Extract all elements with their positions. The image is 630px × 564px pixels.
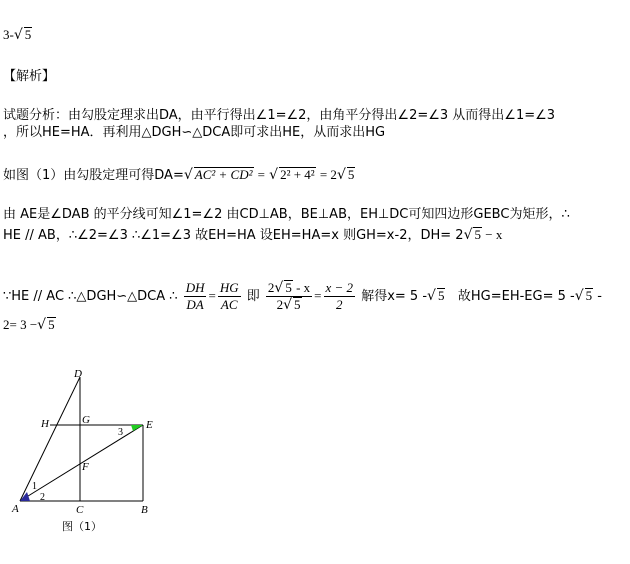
answer-line: 3-√ 5 xyxy=(3,27,32,43)
step1-eq2: = 2 xyxy=(319,167,337,182)
fraction-right: $\frac{x - 2}{2}$ xyxy=(325,280,354,312)
angle-label-3: 3 xyxy=(118,427,123,438)
step3-eq: = xyxy=(208,288,216,303)
step1-line: 如图（1）由勾股定理可得DA=√ AC² + CD² = √ 2² + 4² = 2√ 5 xyxy=(3,167,355,183)
label-b: B xyxy=(141,504,148,516)
answer-radicand: 5 xyxy=(24,27,32,42)
label-g: G xyxy=(82,414,90,426)
step1-lead: 如图（1）由勾股定理可得DA= xyxy=(3,168,184,183)
step3-line-1: ∵HE // AC ∴△DGH∽△DCA ∴ $\frac{DH}{DA}$ = $\frac{HG}{AC}$ 即 $\frac{2√ 5 - x}{2√ 5}$ = $\frac{x - 2}{2}$ 解得x= 5 -√ 5 故HG=EH-EG= 5 -√ 5 - xyxy=(3,280,602,313)
label-d: D xyxy=(74,368,82,380)
angle-marker-a xyxy=(20,492,30,501)
step3-lead: ∵HE // AC ∴△DGH∽△DCA ∴ xyxy=(3,289,178,304)
fraction-left: $\frac{2√ 5 - x}{2√ 5}$ xyxy=(267,280,311,313)
step1-sqrt-2: 2² + 4² xyxy=(280,167,315,182)
angle-marker-e xyxy=(131,425,143,431)
step2-line-2: HE // AB，∴∠2=∠3 ∴∠1=∠3 故EH=HA 设EH=HA=x 则GH=x-2，DH= 2√ 5 − x xyxy=(3,227,503,243)
step3-conclusion-radicand: 5 xyxy=(585,288,593,303)
label-a: A xyxy=(12,503,19,515)
step1-sqrt-1: AC² + CD² xyxy=(194,167,253,182)
answer-prefix: 3- xyxy=(3,27,14,42)
step3-ji: 即 xyxy=(246,289,260,304)
fraction-dh-da: $\frac{DH}{DA}$ xyxy=(185,280,205,312)
step2-tail: − x xyxy=(481,227,503,242)
label-e: E xyxy=(146,419,153,431)
step2-line-1: 由 AE是∠DAB 的平分线可知∠1=∠2 由CD⊥AB，BE⊥AB，EH⊥DC可知四边形GEBC为矩形，∴ xyxy=(3,207,570,222)
step3-conclusion: 故HG=EH-EG= 5 - xyxy=(457,289,575,304)
step1-radicand: 5 xyxy=(347,167,355,182)
step2-radicand: 5 xyxy=(474,227,481,242)
section-title: 【解析】 xyxy=(3,69,56,84)
fraction-hg-ac: $\frac{HG}{AC}$ xyxy=(219,280,239,312)
geometry-figure xyxy=(10,365,170,535)
angle-label-1: 1 xyxy=(32,481,37,492)
step1-eq: = xyxy=(257,167,265,182)
step3-tail: - xyxy=(597,289,602,304)
step3-line2-text: 2= 3 − xyxy=(3,317,38,332)
step3-line2-radicand: 5 xyxy=(48,317,55,332)
step3-line-2: 2= 3 −√ 5 xyxy=(3,317,55,333)
label-c: C xyxy=(76,504,84,516)
step3-solve-radicand: 5 xyxy=(437,288,445,303)
label-f: F xyxy=(82,461,89,473)
step3-solve: 解得x= 5 - xyxy=(361,289,428,304)
analysis-line-2: ，所以HE=HA．再利用△DGH∽△DCA即可求出HE，从而求出HG xyxy=(3,125,386,140)
label-h: H xyxy=(41,418,49,430)
angle-label-2: 2 xyxy=(40,492,45,503)
analysis-line-1: 试题分析：由勾股定理求出DA，由平行得出∠1=∠2，由角平分得出∠2=∠3 从而得出∠1=∠3 xyxy=(3,108,556,123)
step2-text: HE // AB，∴∠2=∠3 ∴∠1=∠3 故EH=HA 设EH=HA=x 则GH=x-2，DH= 2 xyxy=(3,228,464,243)
figure-caption: 图（1） xyxy=(62,520,102,533)
